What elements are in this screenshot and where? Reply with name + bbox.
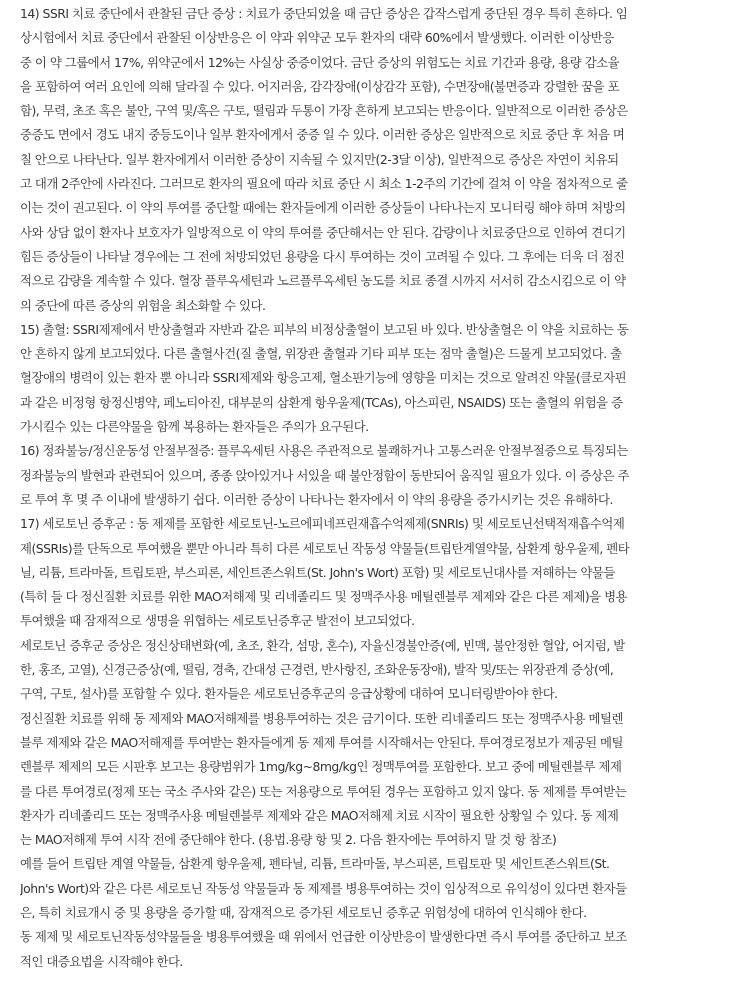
text-line: 투여했을 때 잠재적으로 생명을 위협하는 세로토닌증후군 발전이 보고되었다. — [20, 613, 415, 629]
text-line: 14) SSRI 치료 중단에서 관찰된 금단 증상 : 치료가 중단되었을 때 금단 증상은 갑작스럽게 중단된 경우 특히 흔하다. 임 — [20, 6, 628, 21]
text-line: 혈장애의 병력이 있는 환자 뿐 아니라 SSRI제제와 항응고제, 혈소판기능에 영향을 미치는 것으로 알려진 약물(클로자핀 — [20, 370, 627, 386]
text-line: 함), 무력, 초조 혹은 불안, 구역 및/혹은 구토, 떨림과 두통이 가장 흔하게 보고되는 반응이다. 일반적으로 이러한 증상은 — [20, 103, 628, 119]
text-line: 칠 안으로 나타난다. 일부 환자에게서 이러한 증상이 지속될 수 있지만(2-3달 이상), 일반적으로 증상은 자연이 치유되 — [20, 151, 619, 167]
text-line: (특히 들 다 정신질환 치료를 위한 MAO저해제 및 리네졸리드 및 정맥주사용 메틸렌블루 제제와 같은 다른 제제)을 병용 — [20, 589, 628, 605]
text-line: 16) 정좌불능/정신운동성 안절부절증: 플루옥세틴 사용은 주관적으로 불쾌하거나 고통스러운 안절부절증으로 특징되는 — [20, 443, 628, 459]
text-line: 정신질환 치료를 위해 동 제제와 MAO저해제를 병용투여하는 것은 금기이다. 또한 리네졸리드 또는 정맥주사용 메틸렌 — [20, 710, 623, 726]
text-line: 정좌불능의 발현과 관련되어 있으며, 종종 앉아있거나 서있을 때 불안정함이 동반되어 움직일 필요가 있다. 이 증상은 주 — [20, 467, 629, 483]
text-line: 힘든 증상들이 나타날 경우에는 그 전에 처방되었던 용량을 다시 투여하는 것이 고려될 수 있다. 그 후에는 더욱 더 점진 — [20, 248, 625, 264]
text-line: 의 중단에 따른 증상의 위험을 최소화할 수 있다. — [20, 297, 266, 313]
text-line: 은, 특히 치료개시 중 및 용량을 증가할 때, 잠재적으로 증가된 세로토닌 증후군 위험성에 대하여 인식해야 한다. — [20, 904, 587, 920]
text-line: 제(SSRIs)를 단독으로 투여했을 뿐만 아니라 특히 다른 세로토닌 작동성 약물들(트립탄계열약물, 삼환계 항우울제, 펜타 — [20, 540, 630, 556]
text-line: 적인 대증요법을 시작해야 한다. — [20, 953, 183, 969]
document-body — [20, 2, 732, 974]
text-line: John's Wort)와 같은 다른 세로토닌 작동성 약물들과 동 제제를 병용투여하는 것이 임상적으로 유익성이 있다면 환자들 — [20, 880, 627, 896]
text-line: 한, 홍조, 고열), 신경근증상(예, 떨림, 경축, 간대성 근경련, 반사항진, 조화운동장애), 발작 및/또는 위장관계 증상(예, — [20, 662, 614, 678]
text-line: 닐, 리튬, 트라마돌, 트립토판, 부스피론, 세인트존스워트(St. John's Wort) 포함) 및 세로토닌대사를 저해하는 약물들 — [20, 564, 615, 580]
text-line: 중 이 약 그룹에서 17%, 위약군에서 12%는 사실상 중증이었다. 금단 증상의 위험도는 치료 기간과 용량, 용량 감소율 — [20, 54, 620, 70]
text-line: 이는 것이 권고된다. 이 약의 투여를 중단할 때에는 환자들에게 이러한 증상들이 나타나는지 모니터링 해야 하며 처방의 — [20, 200, 626, 216]
text-line: 적으로 감량을 계속할 수 있다. 혈장 플루옥세틴과 노르플루옥세틴 농도를 치료 종결 시까지 서서히 감소시킴으로 이 약 — [20, 273, 626, 289]
text-line: 예를 들어 트립탄 계열 약물들, 삼환계 항우울제, 펜타닐, 리튬, 트라마돌, 부스피론, 트립토판 및 세인트존스워트(St. — [20, 856, 610, 872]
text-line: 고 대개 2주안에 사라진다. 그러므로 환자의 필요에 따라 치료 중단 시 최소 1-2주의 기간에 걸쳐 이 약을 점차적으로 줄 — [20, 176, 628, 192]
text-line: 로 투여 후 몇 주 이내에 발생하기 쉽다. 이러한 증상이 나타나는 환자에서 이 약의 용량을 증가시키는 것은 유해하다. — [20, 491, 613, 507]
text-line: 사와 상담 없이 환자나 보호자가 일방적으로 이 약의 투여를 중단해서는 안 된다. 감량이나 치료중단으로 인하여 견디기 — [20, 224, 626, 240]
text-line: 15) 출혈: SSRI제제에서 반상출혈과 자반과 같은 피부의 비정상출혈이 보고된 바 있다. 반상출혈은 이 약을 치료하는 동 — [20, 321, 629, 337]
text-line: 세로토닌 증후군 증상은 정신상태변화(예, 초조, 환각, 섬망, 혼수), 자율신경불안증(예, 빈맥, 불안정한 혈압, 어지럼, 발 — [20, 637, 625, 653]
text-line: 구역, 구토, 설사)를 포함할 수 있다. 환자들은 세로토닌증후군의 응급상황에 대하여 모니터링받아야 한다. — [20, 686, 558, 702]
text-line: 상시험에서 치료 중단에서 관찰된 이상반응은 이 약과 위약군 모두 환자의 대략 60%에서 발생했다. 이러한 이상반응 — [20, 30, 614, 46]
text-line: 가시킬수 있는 다른약물을 함께 복용하는 환자들은 주의가 요구된다. — [20, 419, 369, 435]
text-line: 를 다른 투여경로(정제 또는 국소 주사와 같은) 또는 저용량으로 투여된 경우는 포함하고 있지 않다. 동 제제를 투여받는 — [20, 783, 627, 799]
text-line: 환자가 리네졸리드 또는 정맥주사용 메틸렌블루 제제와 같은 MAO저해제 치료 시작이 필요한 상황일 수 있다. 동 제제 — [20, 807, 619, 823]
text-line: 과 같은 비정형 항정신병약, 페노티아진, 대부분의 삼환계 항우울제(TCAs), 아스피린, NSAIDS) 또는 출혈의 위험을 증 — [20, 394, 623, 410]
text-line: 블루 제제와 같은 MAO저해제를 투여받는 환자들에게 동 제제 투여를 시작해서는 안된다. 투여경로정보가 제공된 메틸 — [20, 734, 623, 750]
text-line: 는 MAO저해제 투여 시작 전에 중단해야 한다. (용법.용량 항 및 2. 다음 환자에는 투여하지 말 것 항 참조) — [20, 832, 557, 848]
text-line: 동 제제 및 세로토닌작동성약물들을 병용투여했을 때 위에서 언급한 이상반응이 발생한다면 즉시 투여를 중단하고 보조 — [20, 929, 627, 945]
text-line: 렌블루 제제의 모든 시판후 보고는 용량범위가 1mg/kg~8mg/kg인 정맥투여를 포함한다. 보고 중에 메틸렌블루 제제 — [20, 759, 622, 775]
text-line: 을 포함하여 여러 요인에 의해 달라질 수 있다. 어지러움, 감각장애(이상감각 포함), 수면장애(불면증과 강렬한 꿈을 포 — [20, 78, 620, 94]
text-line: 17) 세로토닌 증후군 : 동 제제를 포함한 세로토닌-노르에피네프린재흡수억제제(SNRIs) 및 세로토닌선택적재흡수억제 — [20, 516, 625, 532]
text-line: 중증도 면에서 경도 내지 중등도이나 일부 환자에게서 중증 일 수 있다. 이러한 증상은 일반적으로 치료 중단 후 처음 며 — [20, 127, 625, 143]
text-line: 안 흔하지 않게 보고되었다. 다른 출혈사건(질 출혈, 위장관 출혈과 기타 피부 또는 점막 출혈)은 드물게 보고되었다. 출 — [20, 346, 622, 362]
